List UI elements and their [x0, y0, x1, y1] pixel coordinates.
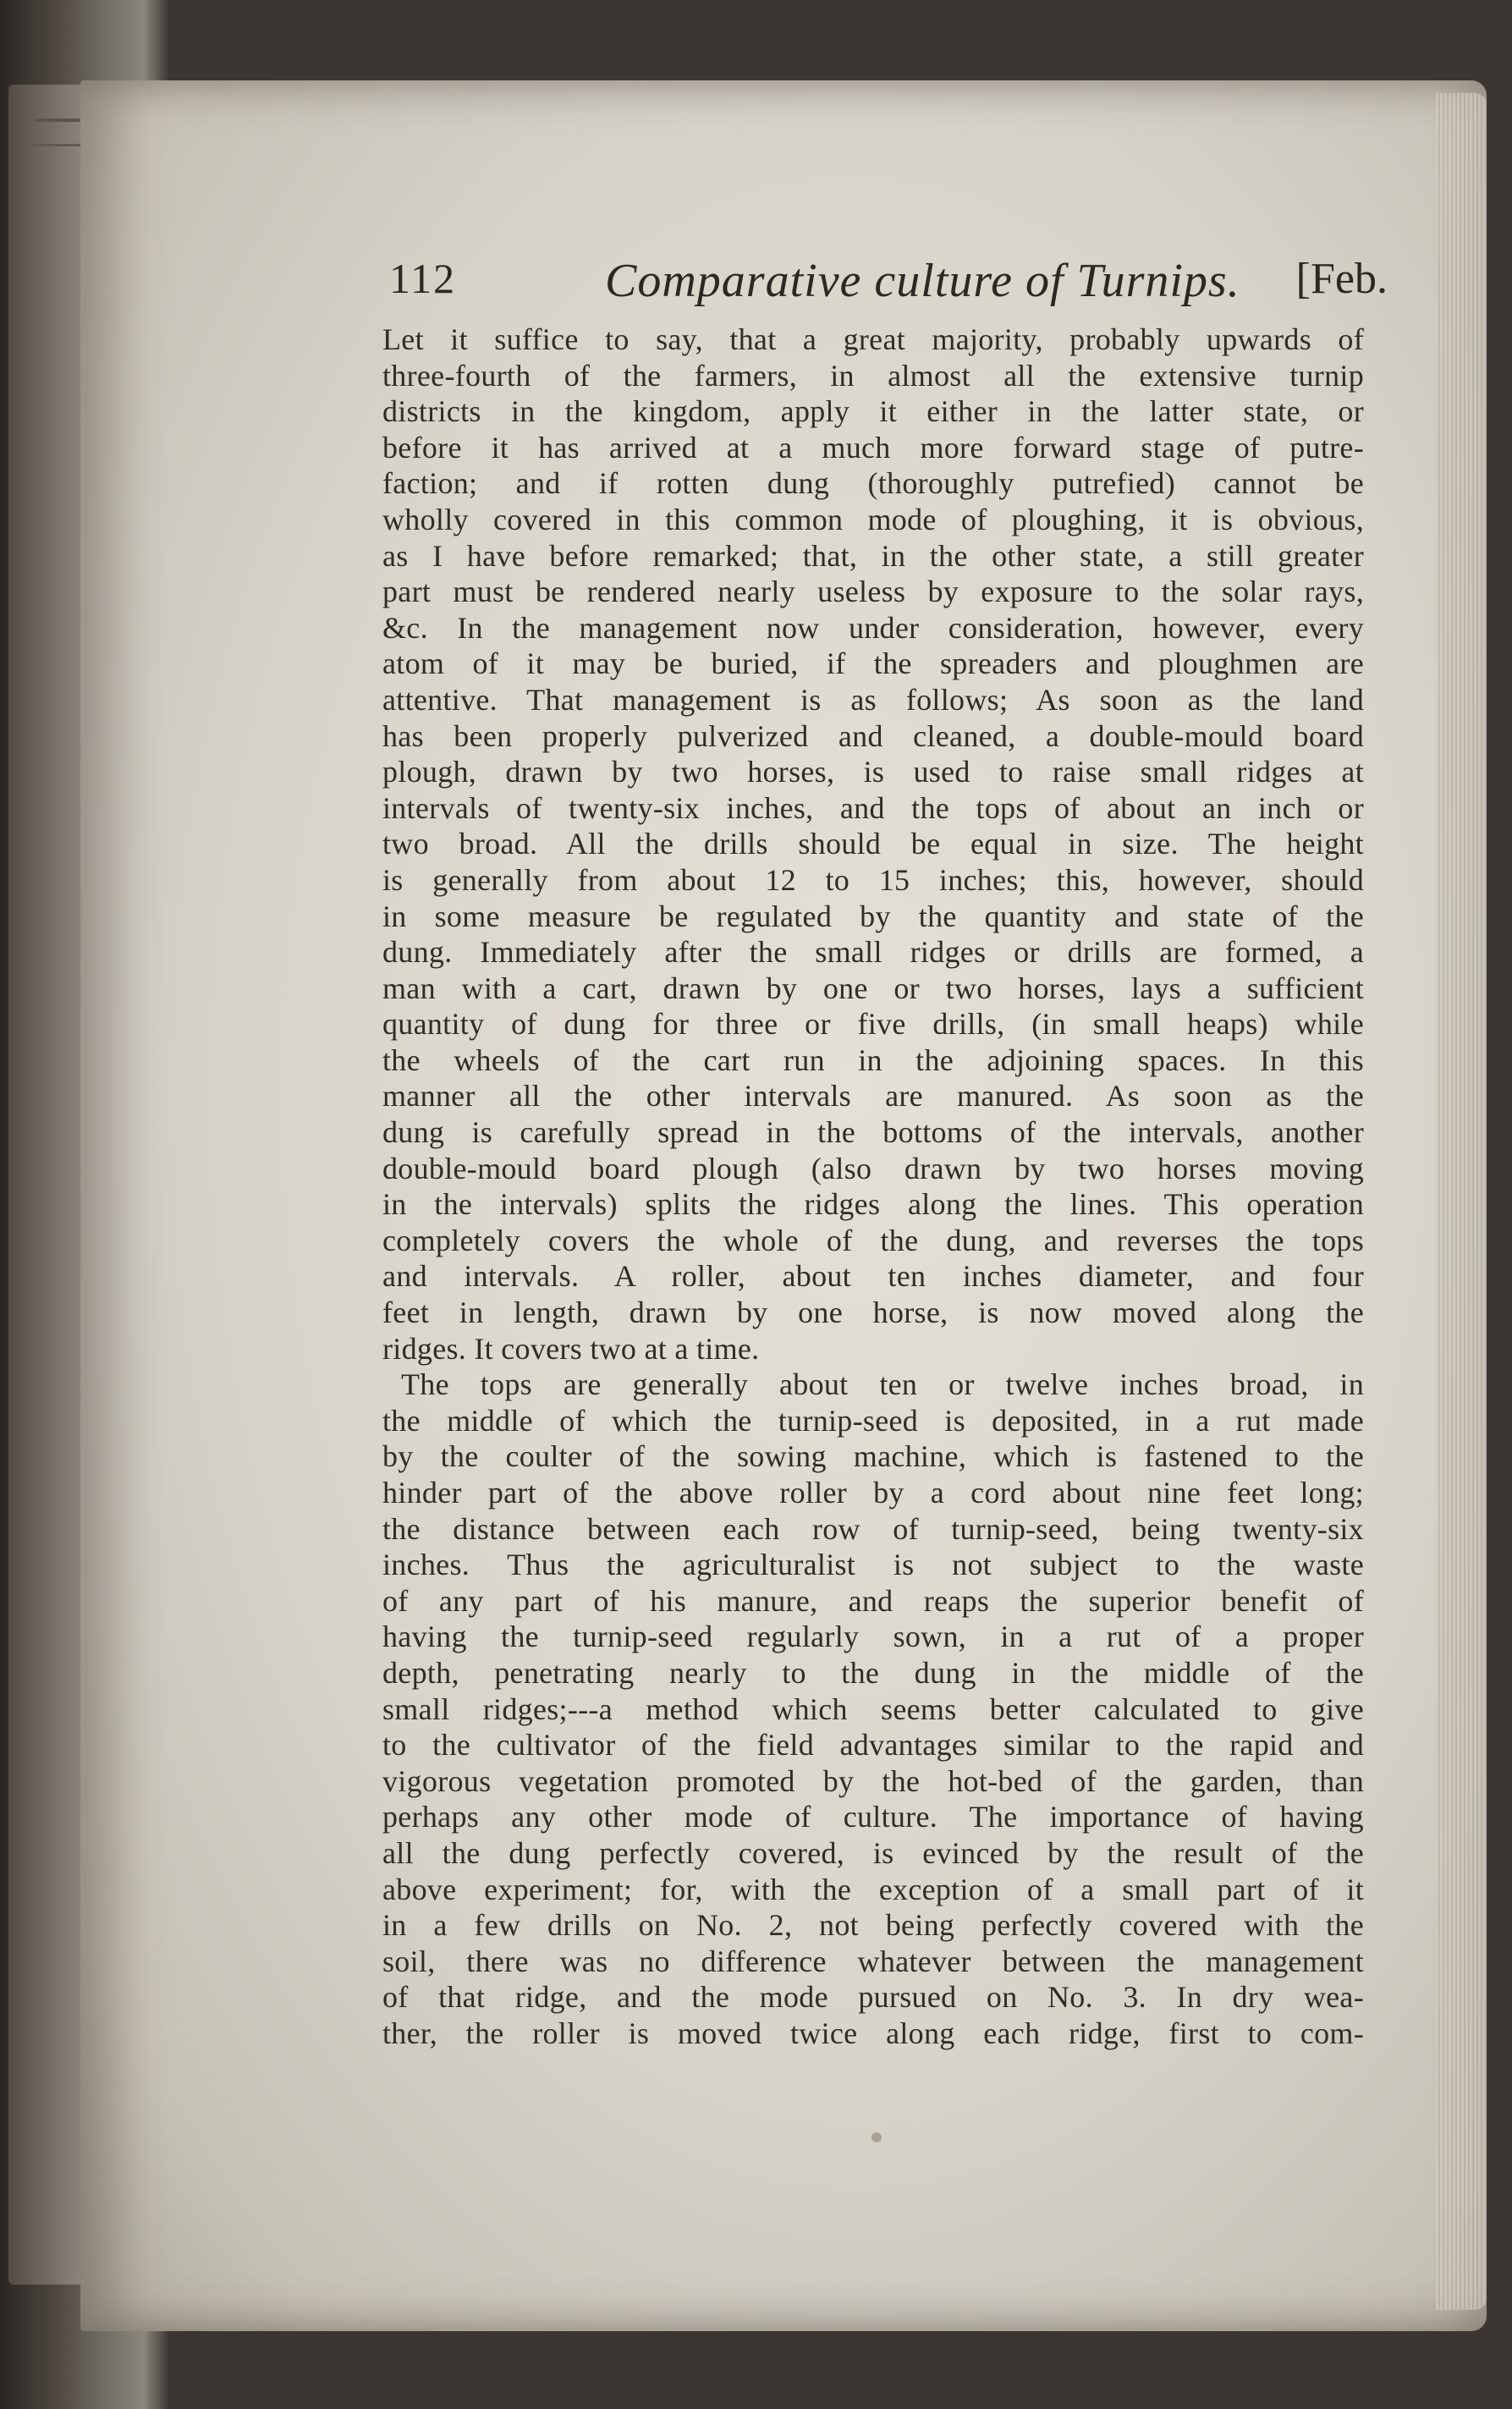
text-line: above experiment; for, with the exception of a small part of it	[382, 1872, 1364, 1906]
text-line: soil, there was no difference whatever between the management	[382, 1944, 1364, 1978]
text-line: atom of it may be buried, if the spreaders and ploughmen are	[382, 646, 1364, 681]
text-line: The tops are generally about ten or twelve inches broad, in	[401, 1367, 1364, 1402]
text-line: Let it suffice to say, that a great majority, probably upwards of	[382, 322, 1364, 356]
text-line: double-mould board plough (also drawn by two horses moving	[382, 1151, 1364, 1185]
text-line: in a few drills on No. 2, not being perfectly covered with the	[382, 1908, 1364, 1943]
text-line: the wheels of the cart run in the adjoining spaces. In this	[382, 1042, 1364, 1077]
text-line: hinder part of the above roller by a cord about nine feet long;	[382, 1476, 1364, 1510]
body-text	[382, 322, 1364, 2052]
text-line: ridges. It covers two at a time.	[382, 1331, 760, 1366]
ink-spot	[871, 2132, 882, 2142]
text-line: of that ridge, and the mode pursued on No. 3. In dry wea-	[382, 1980, 1364, 2015]
text-line: wholly covered in this common mode of ploughing, it is obvious,	[382, 502, 1364, 536]
text-line: dung. Immediately after the small ridges or drills are formed, a	[382, 935, 1364, 970]
text-line: man with a cart, drawn by one or two horses, lays a sufficient	[382, 971, 1364, 1005]
text-line: before it has arrived at a much more forward stage of putre-	[382, 430, 1364, 465]
text-line: having the turnip-seed regularly sown, in a rut of a proper	[382, 1620, 1364, 1654]
text-line: to the cultivator of the field advantages similar to the rapid and	[382, 1728, 1364, 1763]
text-line: in the intervals) splits the ridges along the lines. This operation	[382, 1187, 1364, 1222]
text-line: by the coulter of the sowing machine, which is fastened to the	[382, 1439, 1364, 1474]
page-number: 112	[389, 255, 457, 302]
text-line: perhaps any other mode of culture. The importance of having	[382, 1800, 1364, 1834]
text-line: three-fourth of the farmers, in almost all the extensive turnip	[382, 358, 1364, 393]
text-line: districts in the kingdom, apply it either in the latter state, or	[382, 394, 1364, 429]
text-line: all the dung perfectly covered, is evinced by the result of the	[382, 1835, 1364, 1870]
text-line: feet in length, drawn by one horse, is now moved along the	[382, 1295, 1364, 1330]
section-mark: [Feb.	[1295, 255, 1388, 303]
text-line: ther, the roller is moved twice along each ridge, first to com-	[382, 2016, 1364, 2050]
text-line: the distance between each row of turnip-seed, being twenty-six	[382, 1511, 1364, 1546]
text-line: and intervals. A roller, about ten inches diameter, and four	[382, 1259, 1364, 1294]
page-stack-edge	[1436, 93, 1487, 2310]
text-line: faction; and if rotten dung (thoroughly putrefied) cannot be	[382, 466, 1364, 501]
text-line: part must be rendered nearly useless by exposure to the solar rays,	[382, 575, 1364, 609]
page-header	[389, 254, 1388, 322]
text-line: quantity of dung for three or five drills, (in small heaps) while	[382, 1007, 1364, 1042]
running-title: Comparative culture of Turnips.	[605, 255, 1240, 307]
text-line: attentive. That management is as follows; As soon as the land	[382, 682, 1364, 717]
text-line: the middle of which the turnip-seed is deposited, in a rut made	[382, 1403, 1364, 1438]
text-line: depth, penetrating nearly to the dung in the middle of the	[382, 1655, 1364, 1690]
text-line: has been properly pulverized and cleaned, a double-mould board	[382, 718, 1364, 753]
text-line: plough, drawn by two horses, is used to raise small ridges at	[382, 755, 1364, 789]
text-line: small ridges;---a method which seems better calculated to give	[382, 1691, 1364, 1726]
text-line: is generally from about 12 to 15 inches; this, however, should	[382, 862, 1364, 897]
text-line: two broad. All the drills should be equal in size. The height	[382, 827, 1364, 861]
text-line: as I have before remarked; that, in the other state, a still greater	[382, 538, 1364, 573]
text-line: intervals of twenty-six inches, and the tops of about an inch or	[382, 790, 1364, 825]
text-line: completely covers the whole of the dung, and reverses the tops	[382, 1223, 1364, 1257]
text-line: in some measure be regulated by the quantity and state of the	[382, 899, 1364, 933]
text-line: of any part of his manure, and reaps the superior benefit of	[382, 1583, 1364, 1618]
text-line: inches. Thus the agriculturalist is not subject to the waste	[382, 1548, 1364, 1582]
text-line: manner all the other intervals are manured. As soon as the	[382, 1079, 1364, 1114]
text-line: dung is carefully spread in the bottoms of the intervals, another	[382, 1115, 1364, 1150]
text-line: vigorous vegetation promoted by the hot-bed of the garden, than	[382, 1763, 1364, 1798]
text-line: &c. In the management now under consideration, however, every	[382, 610, 1364, 645]
